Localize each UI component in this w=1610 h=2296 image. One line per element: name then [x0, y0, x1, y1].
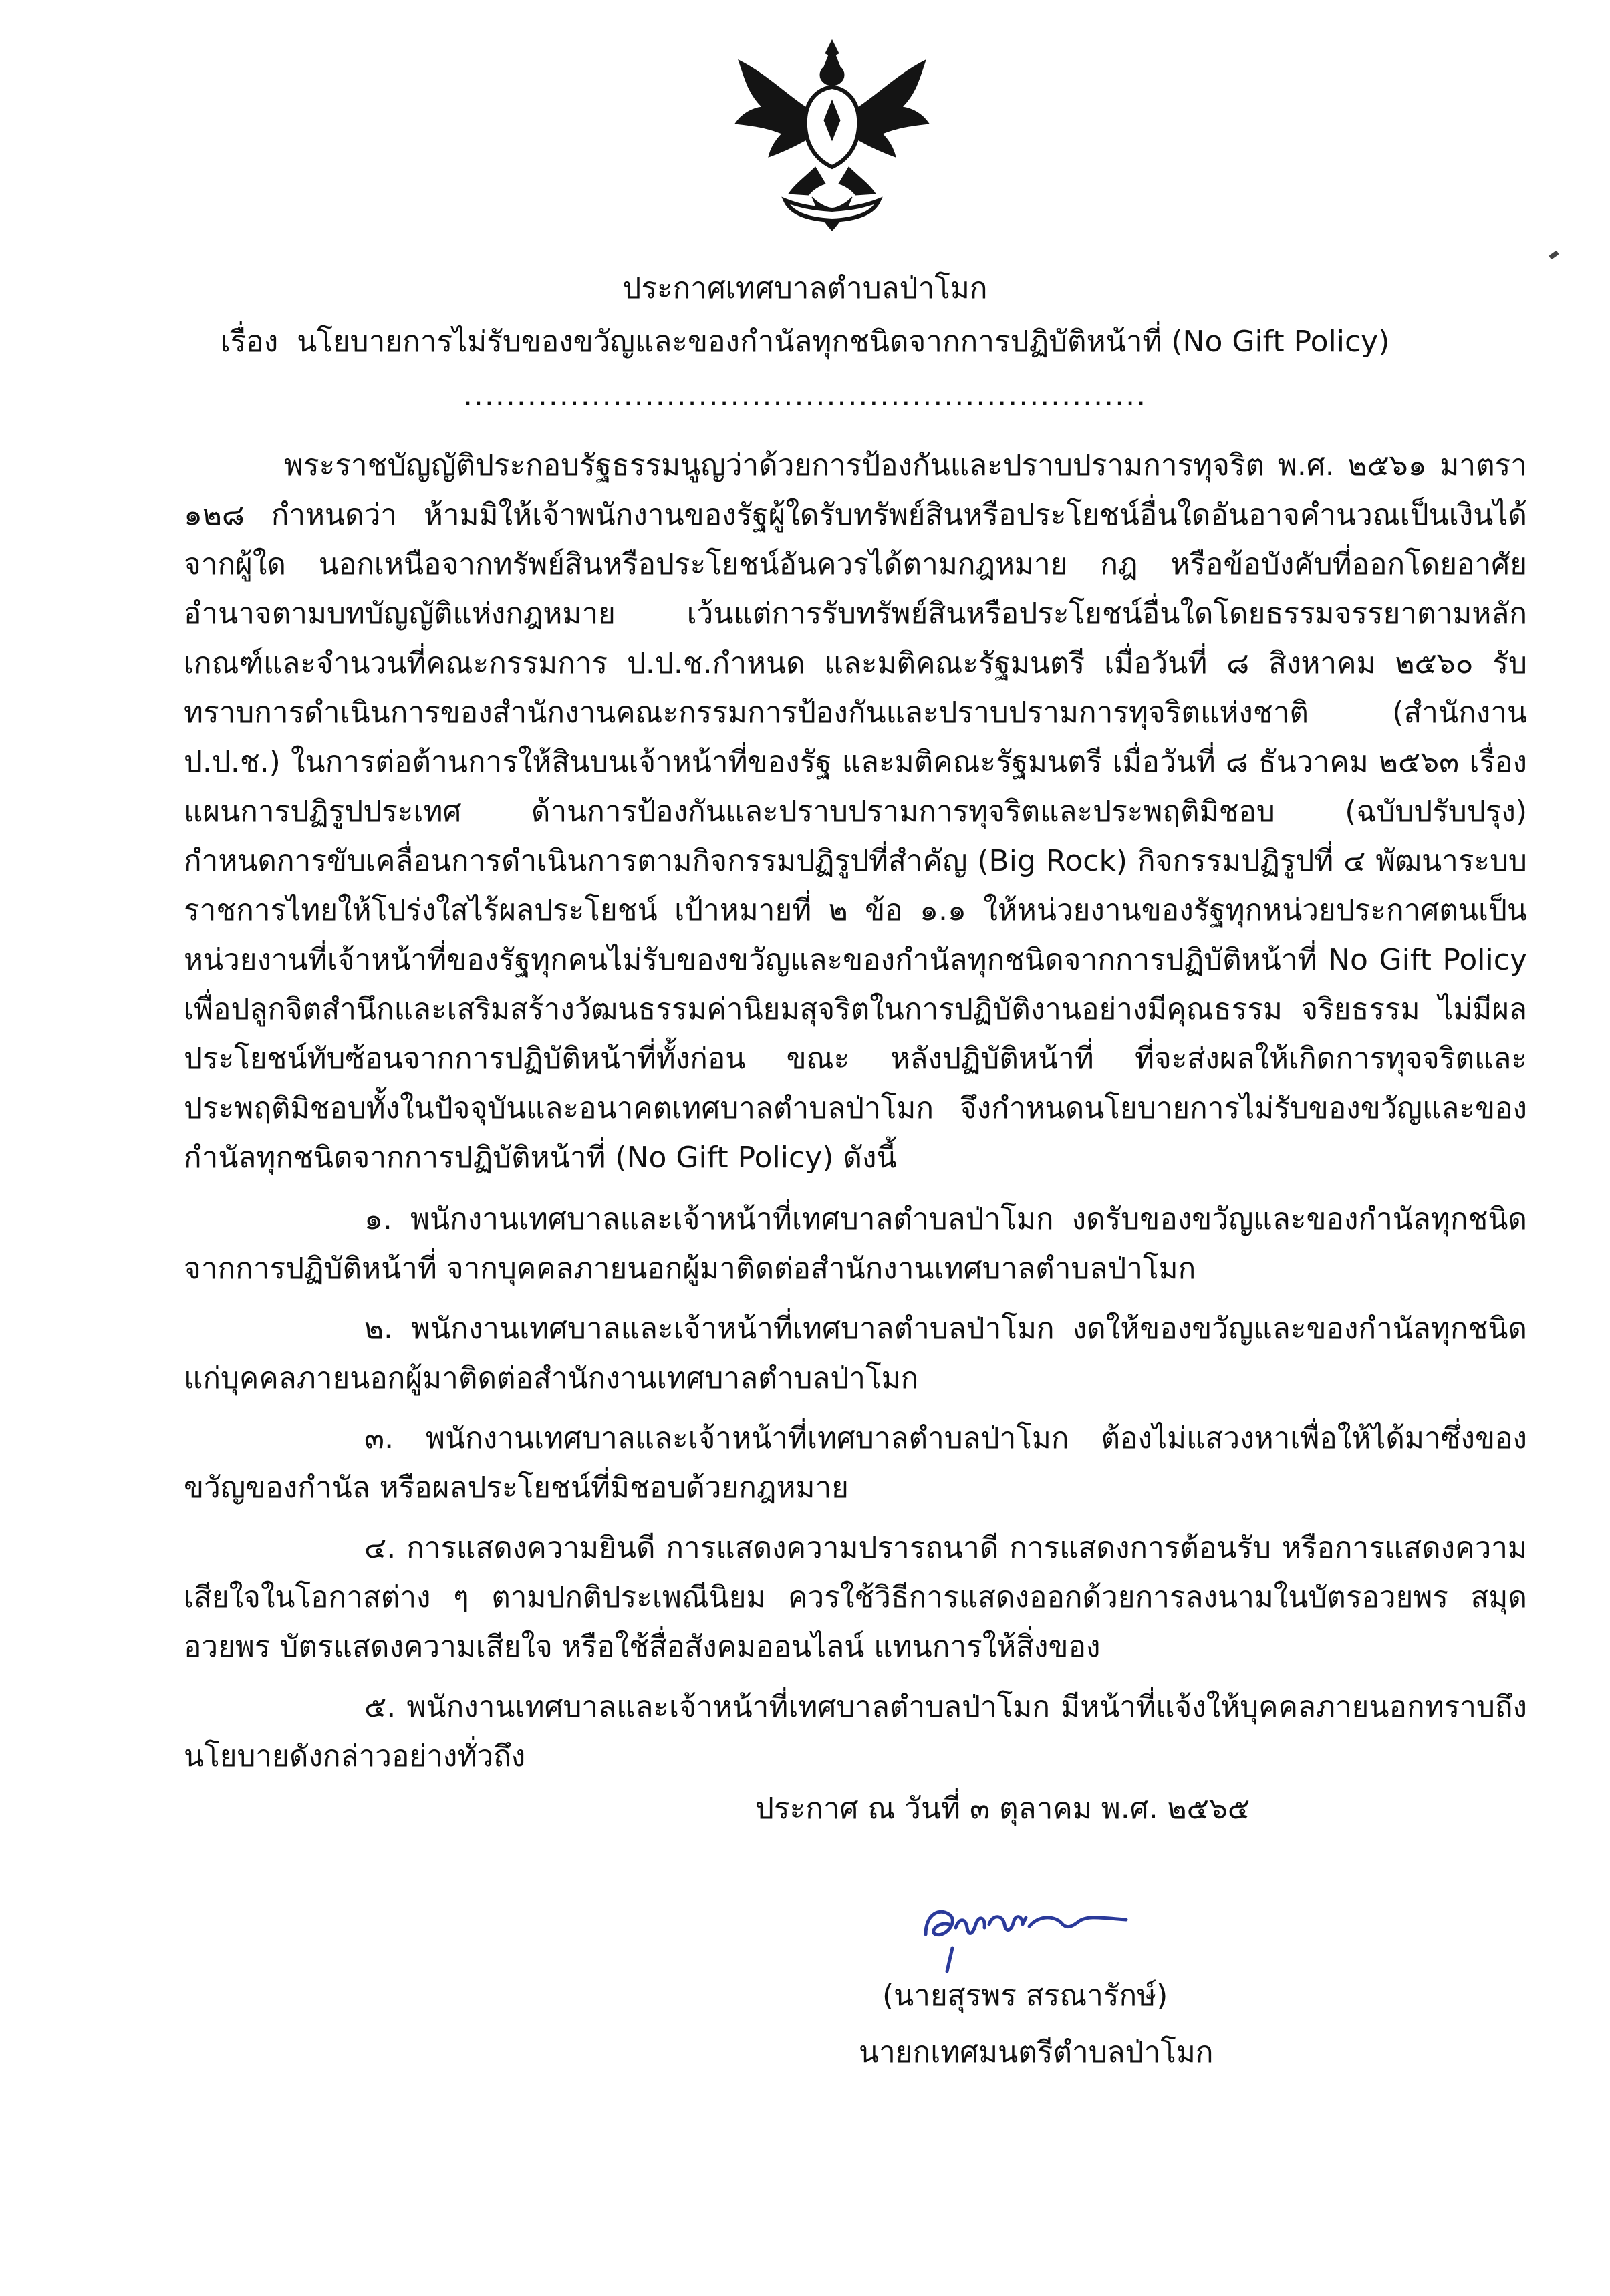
policy-item-4: ๔. การแสดงความยินดี การแสดงความปรารถนาดี การแสดงการต้อนรับ หรือการแสดงความเสียใจในโอกาสต่าง ๆ ตามปกติประเพณีนิยม ควรใช้วิธีการแสดงออกด้วยการลงนามในบัตรอวยพร สมุดอวยพร บัตรแสดงความเสียใจ หรือใช้สื่อสังคมออนไลน์ แทนการให้สิ่งของ	[184, 1531, 1527, 1664]
subject-label: เรื่อง	[220, 325, 279, 359]
garuda-emblem-icon	[725, 33, 939, 247]
intro-paragraph: พระราชบัญญัติประกอบรัฐธรรมนูญว่าด้วยการป้องกันและปราบปรามการทุจริต พ.ศ. ๒๕๖๑ มาตรา ๑๒๘ กำหนดว่า ห้ามมิให้เจ้าพนักงานของรัฐผู้ใดรับทรัพย์สินหรือประโยชน์อื่นใดอันอาจคำนวณเป็นเงินได้จากผู้ใด นอกเหนือจากทรัพย์สินหรือประโยชน์อันควรได้ตามกฎหมาย กฎ หรือข้อบังคับที่ออกโดยอาศัยอำนาจตามบทบัญญัติแห่งกฎหมาย เว้นแต่การรับทรัพย์สินหรือประโยชน์อื่นใดโดยธรรมจรรยาตามหลักเกณฑ์และจำนวนที่คณะกรรมการ ป.ป.ช.กำหนด และมติคณะรัฐมนตรี เมื่อวันที่ ๘ สิงหาคม ๒๕๖๐ รับทราบการดำเนินการของสำนักงานคณะกรรมการป้องกันและปราบปรามการทุจริตแห่งชาติ (สำนักงาน ป.ป.ช.) ในการต่อต้านการให้สินบนเจ้าหน้าที่ของรัฐ และมติคณะรัฐมนตรี เมื่อวันที่ ๘ ธันวาคม ๒๕๖๓ เรื่อง แผนการปฏิรูปประเทศ ด้านการป้องกันและปราบปรามการทุจริตและประพฤติมิชอบ (ฉบับปรับปรุง) กำหนดการขับเคลื่อนการดำเนินการตามกิจกรรมปฏิรูปที่สำคัญ (Big Rock) กิจกรรมปฏิรูปที่ ๔ พัฒนาระบบราชการไทยให้โปร่งใสไร้ผลประโยชน์ เป้าหมายที่ ๒ ข้อ ๑.๑ ให้หน่วยงานของรัฐทุกหน่วยประกาศตนเป็นหน่วยงานที่เจ้าหน้าที่ของรัฐทุกคนไม่รับของขวัญและของกำนัลทุกชนิดจากการปฏิบัติหน้าที่ No Gift Policy เพื่อปลูกจิตสำนึกและเสริมสร้างวัฒนธรรมค่านิยมสุจริตในการปฏิบัติงานอย่างมีคุณธรรม จริยธรรม ไม่มีผลประโยชน์ทับซ้อนจากการปฏิบัติหน้าที่ทั้งก่อน ขณะ หลังปฏิบัติหน้าที่ ที่จะส่งผลให้เกิดการทุจจริตและประพฤติมิชอบทั้งในปัจจุบันและอนาคตเทศบาลตำบลป่าโมก จึงกำหนดนโยบายการไม่รับของขวัญและของกำนัลทุกชนิดจากการปฏิบัติหน้าที่ (No Gift Policy) ดังนี้	[184, 448, 1527, 1175]
announcement-title: ประกาศเทศบาลตำบลป่าโมก	[622, 271, 988, 305]
subject-text: นโยบายการไม่รับของขวัญและของกำนัลทุกชนิดจากการปฏิบัติหน้าที่ (No Gift Policy)	[297, 325, 1390, 359]
separator-dots: ................................................................	[462, 378, 1148, 412]
signer-position: นายกเทศมนตรีตำบลป่าโมก	[859, 2035, 1214, 2069]
handwritten-signature-icon	[912, 1888, 1146, 1975]
policy-item-1: ๑. พนักงานเทศบาลและเจ้าหน้าที่เทศบาลตำบลป่าโมก งดรับของขวัญและของกำนัลทุกชนิดจากการปฏิบัติหน้าที่ จากบุคคลภายนอกผู้มาติดต่อสำนักงานเทศบาลตำบลป่าโมก	[184, 1202, 1527, 1286]
announcement-subject	[0, 321, 1610, 364]
policy-item-5: ๕. พนักงานเทศบาลและเจ้าหน้าที่เทศบาลตำบลป่าโมก มีหน้าที่แจ้งให้บุคคลภายนอกทราบถึงนโยบายดังกล่าวอย่างทั่วถึง	[184, 1690, 1527, 1773]
scan-speck	[1549, 251, 1559, 260]
policy-item-2: ๒. พนักงานเทศบาลและเจ้าหน้าที่เทศบาลตำบลป่าโมก งดให้ของขวัญและของกำนัลทุกชนิดแก่บุคคลภายนอกผู้มาติดต่อสำนักงานเทศบาลตำบลป่าโมก	[184, 1312, 1527, 1395]
announcement-date: ประกาศ ณ วันที่ ๓ ตุลาคม พ.ศ. ๒๕๖๕	[755, 1791, 1250, 1826]
policy-item-3: ๓. พนักงานเทศบาลและเจ้าหน้าที่เทศบาลตำบลป่าโมก ต้องไม่แสวงหาเพื่อให้ได้มาซึ่งของขวัญของกำนัล หรือผลประโยชน์ที่มิชอบด้วยกฎหมาย	[184, 1421, 1527, 1505]
signer-name: (นายสุรพร สรณารักษ์)	[882, 1979, 1168, 2013]
announcement-body	[184, 441, 1527, 1792]
